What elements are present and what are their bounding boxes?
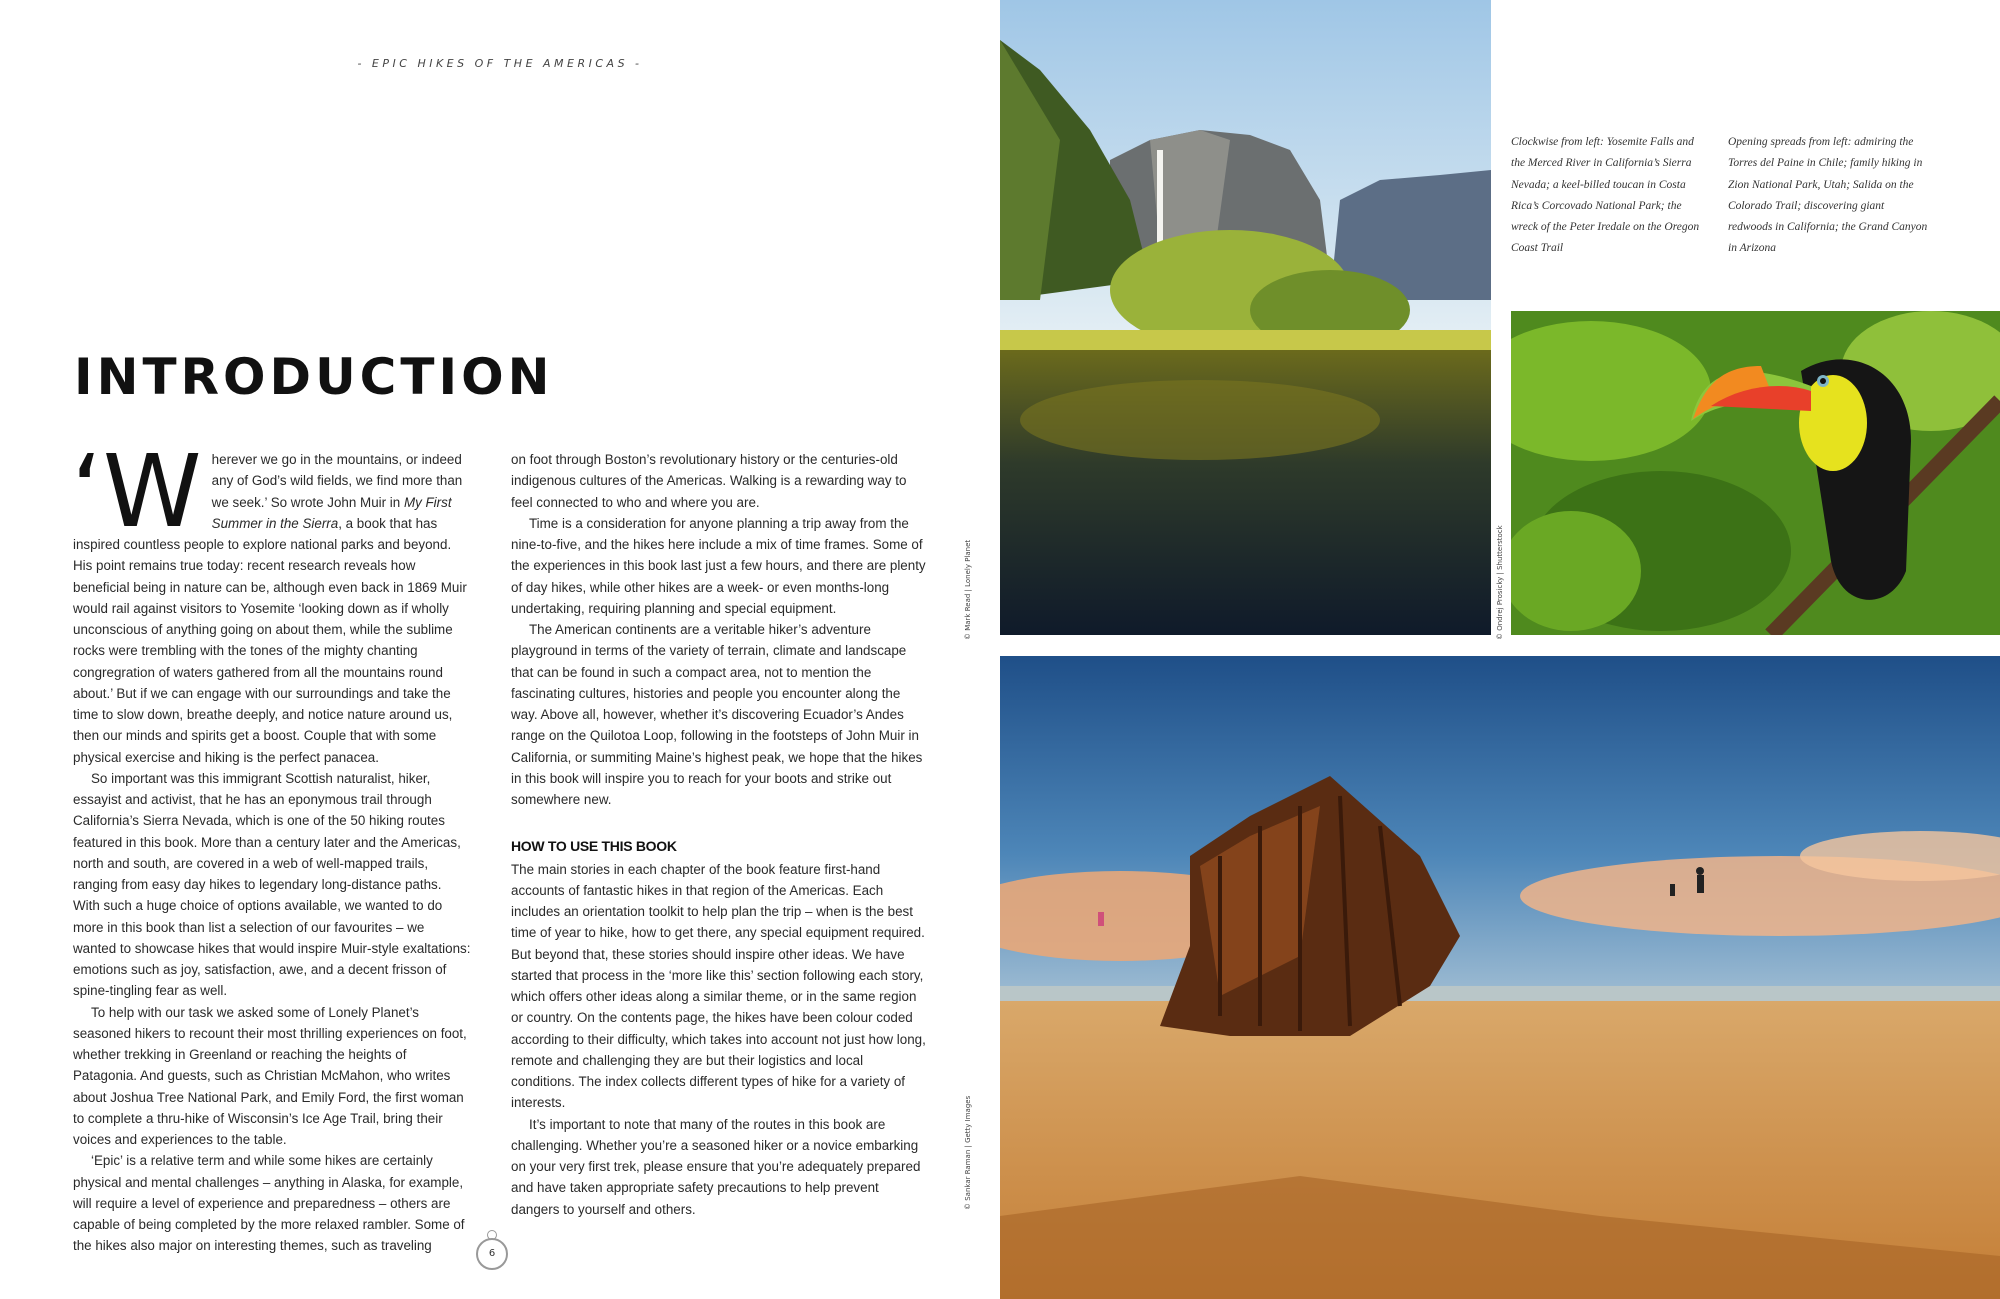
body-column-2 — [511, 449, 927, 1220]
paragraph: ‘Wherever we go in the mountains, or indeed any of God’s wild fields, we find more than we seek.’ So wrote John Muir in My First Summer in the Sierra, a book that has inspired countless people to explore national parks and beyond. His point remains true today: recent research reveals how beneficial being in nature can be, although even back in 1869 Muir would rail against visitors to Yosemite ‘looking down as if wholly unconscious of anything going on about them, while the sublime rocks were trembling with the tones of the mighty chanting congregration of waters gathered from all the mountains round about.’ But if we can engage with our surroundings and take the time to slow down, breathe deeply, and notice nature around us, then our minds and spirits get a boost. Couple that with some physical exercise and hiking is the perfect panacea. — [71, 433, 467, 765]
photo-credit: © Ondrej Prosicky | Shutterstock — [1496, 525, 1504, 640]
section-heading: HOW TO USE THIS BOOK — [511, 838, 677, 855]
photo-yosemite-falls — [1000, 0, 1491, 635]
page-title: INTRODUCTION — [74, 348, 554, 406]
paragraph: So important was this immigrant Scottish naturalist, hiker, essayist and activist, that he has an eponymous trail through California’s Sierra Nevada, which is one of the 50 hiking routes featured in this book. More than a century later and the Americas, north and south, are covered in a web of well-mapped trails, ranging from easy day hikes to legendary long-distance paths. With such a huge choice of options available, we wanted to do more in this book than list a selection of our favourites – we wanted to showcase hikes that would inspire Muir-style exaltations: emotions such as joy, satisfaction, awe, and a decent frisson of spine-tingling fear as well. — [73, 770, 471, 999]
photo-credit: © Sankar Raman | Getty Images — [964, 1095, 972, 1210]
photo-toucan — [1511, 311, 2000, 635]
photo-credit: © Mark Read | Lonely Planet — [964, 539, 972, 640]
paragraph: It’s important to note that many of the routes in this book are challenging. Whether you’re a seasoned hiker or a novice embarking on your very first trek, please ensure that you’re adequately prepared and have taken appropriate safety precautions to help prevent dangers to yourself and others. — [511, 1116, 921, 1217]
running-head: - EPIC HIKES OF THE AMERICAS - — [357, 57, 643, 70]
paragraph: The American continents are a veritable hiker’s adventure playground in terms of the variety of terrain, climate and landscape that can be found in such a compact area, not to mention the fascinating cultures, histories and people you encounter along the way. Above all, however, whether it’s discovering Ecuador’s Andes range on the Quilotoa Loop, following in the footsteps of John Muir in California, or summiting Maine’s highest peak, we hope that the hikes in this book will inspire you to reach for your boots and strike out somewhere new. — [511, 622, 923, 807]
photo-peter-iredale-wreck — [1000, 656, 2000, 1299]
book-title: My First Summer in the Sierra — [211, 494, 452, 531]
paragraph: Time is a consideration for anyone planning a trip away from the nine-to-five, and the hikes here include a mix of time frames. Some of the experiences in this book last just a few hours, and there are plenty of day hikes, while other hikes are a week- or even months-long undertaking, requiring planning and special equipment. — [511, 515, 926, 616]
paragraph: ‘Epic’ is a relative term and while some hikes are certainly physical and mental challenges – anything in Alaska, for example, will require a level of experience and preparedness – others are capable of being completed by the more relaxed rambler. Some of the hikes also major on interesting themes, such as traveling — [73, 1153, 465, 1254]
drop-cap: ‘W — [71, 433, 202, 550]
paragraph: The main stories in each chapter of the book feature first-hand accounts of fantastic hikes in that region of the Americas. Each includes an orientation toolkit to help plan the trip – when is the best time of year to hike, how to get there, any special equipment required. But beyond that, these stories should inspire other ideas. We have started that process in the ‘more like this’ section following each story, which offers other ideas along a similar theme, or in the same region or country. On the contents page, the hikes have been colour coded according to their difficulty, which takes into account not just how long, remote and challenging they are but their logistics and local conditions. The index collects different types of hike for a variety of interests. — [511, 861, 926, 1111]
page-number: 6 — [476, 1238, 508, 1270]
photo-caption-1: Clockwise from left: Yosemite Falls and the Merced River in California’s Sierra Nevada; a keel-billed toucan in Costa Rica’s Corcovado National Park; the wreck of the Peter Iredale on the Oregon Coast Trail — [1511, 136, 1700, 255]
paragraph: To help with our task we asked some of Lonely Planet’s seasoned hikers to recount their most thrilling experiences on foot, whether trekking in Greenland or reaching the heights of Patagonia. And guests, such as Christian McMahon, who writes about Joshua Tree National Park, and Emily Ford, the first woman to complete a thru-hike of Wisconsin’s Ice Age Trail, bring their voices and experiences to the table. — [73, 1004, 467, 1147]
paragraph: on foot through Boston’s revolutionary history or the centuries-old indigenous cultures of the Americas. Walking is a rewarding way to feel connected to who and where you are. — [511, 452, 907, 510]
photo-caption-2: Opening spreads from left: admiring the Torres del Paine in Chile; family hiking in Zion National Park, Utah; Salida on the Colorado Trail; discovering giant redwoods in California; the Grand Canyon in Arizona — [1728, 136, 1928, 255]
body-column-1 — [71, 433, 471, 1257]
